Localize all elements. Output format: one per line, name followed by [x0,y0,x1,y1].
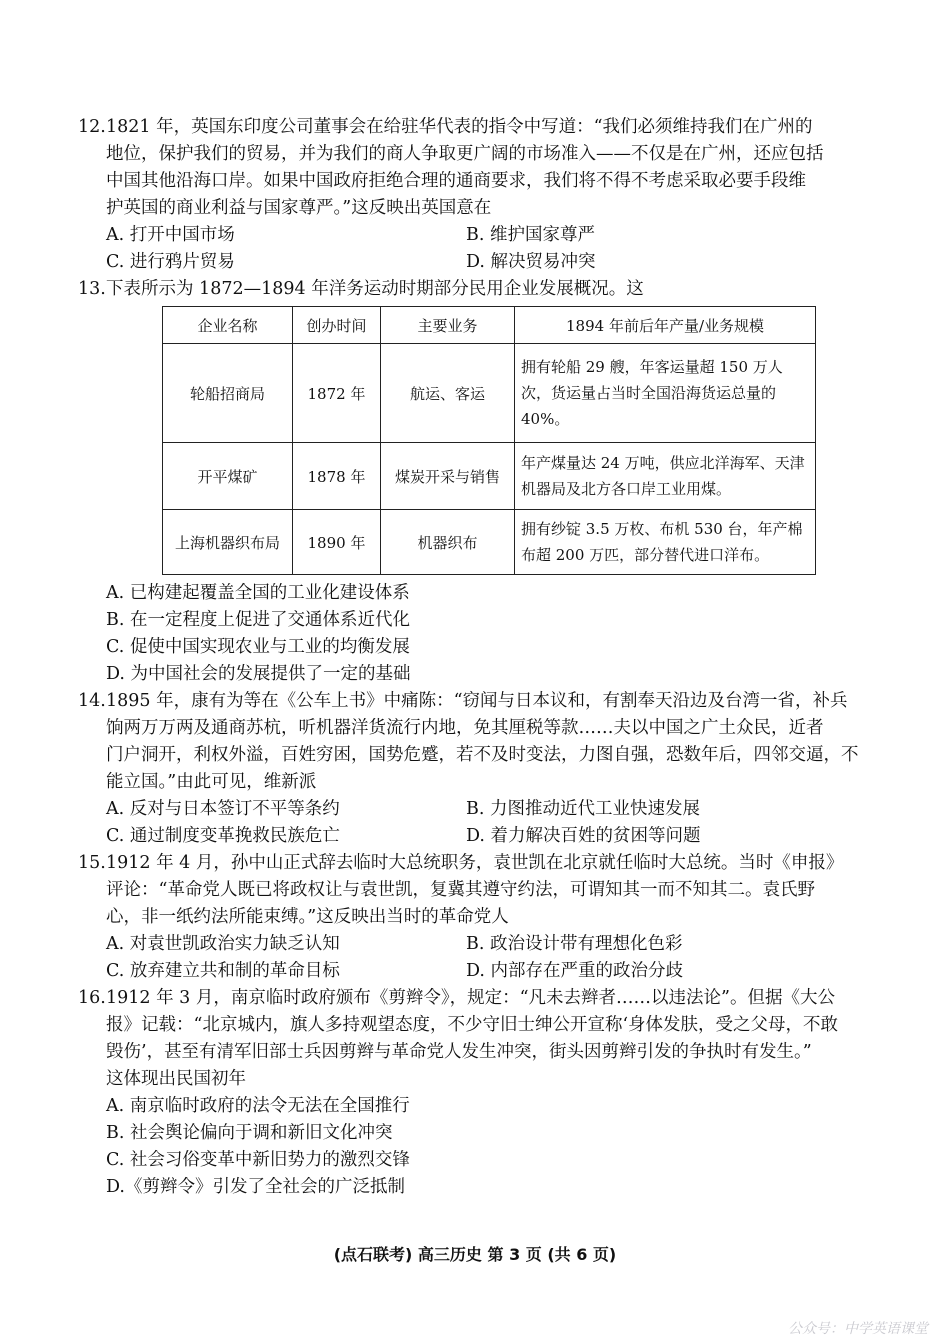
option-a[interactable]: A. 打开中国市场 [106,225,235,245]
stem-line: 地位，保护我们的贸易，并为我们的商人争取更广阔的市场准入——不仅是在广州，还应包括 [106,144,824,164]
options [78,931,878,985]
option-a[interactable]: A. 对袁世凯政治实力缺乏认知 [106,934,340,954]
watermark: 公众号：中学英语课堂 [788,1321,928,1337]
table-header-row [163,307,816,344]
table-cell: 1890 年 [293,510,381,575]
option-d[interactable]: D. 着力解决百姓的贫困等问题 [466,826,701,846]
stem-line: 饷两万万两及通商苏杭，听机器洋货流行内地，免其厘税等款……夫以中国之广土众民，近者 [106,718,824,738]
option-b[interactable]: B. 在一定程度上促进了交通体系近代化 [106,610,410,630]
question-number: 12. [78,117,106,137]
option-a[interactable]: A. 反对与日本签订不平等条约 [106,799,340,819]
question-15 [78,850,878,985]
stem-line: 报》记载：“北京城内，旗人多持观望态度，不少守旧士绅公开宣称‘身体发肤，受之父母，不敢 [106,1015,839,1035]
question-13-options [78,580,878,688]
option-d[interactable]: D.《剪辫令》引发了全社会的广泛抵制 [106,1177,405,1197]
stem-line: 能立国。”由此可见，维新派 [106,772,317,792]
question-stem: 14.1895 年，康有为等在《公车上书》中痛陈：“窃闻与日本议和，有割奉天沿边及台湾一省，补兵 [78,688,878,715]
option-d[interactable]: D. 为中国社会的发展提供了一定的基础 [106,664,411,684]
table-header: 主要业务 [381,307,515,344]
question-number: 16. [78,988,106,1008]
question-13 [78,276,878,303]
stem-line: 这体现出民国初年 [106,1069,246,1089]
table-cell: 1878 年 [293,443,381,510]
table-cell: 开平煤矿 [163,443,293,510]
enterprise-table [162,306,816,575]
table-cell: 轮船招商局 [163,344,293,443]
question-stem: 12.1821 年，英国东印度公司董事会在给驻华代表的指令中写道：“我们必须维持我们在广州的 [78,114,878,141]
option-d[interactable]: D. 解决贸易冲突 [466,252,596,272]
table-cell: 航运、客运 [381,344,515,443]
option-a[interactable]: A. 南京临时政府的法令无法在全国推行 [106,1096,410,1116]
question-stem: 15.1912 年 4 月，孙中山正式辞去临时大总统职务，袁世凯在北京就任临时大总统。当时《申报》 [78,850,878,877]
table-header: 企业名称 [163,307,293,344]
page-footer: (点石联考) 高三历史 第 3 页 (共 6 页) [333,1245,617,1264]
option-c[interactable]: C. 放弃建立共和制的革命目标 [106,961,340,981]
table-cell: 年产煤量达 24 万吨，供应北洋海军、天津机器局及北方各口岸工业用煤。 [515,443,816,510]
question-16 [78,985,878,1201]
table-cell: 机器织布 [381,510,515,575]
stem-line: 门户洞开，利权外溢，百姓穷困，国势危蹙，若不及时变法，力图自强，恐数年后，四邻交逼，不 [106,745,859,765]
option-b[interactable]: B. 力图推动近代工业快速发展 [466,799,700,819]
question-number: 14. [78,691,106,711]
option-b[interactable]: B. 社会舆论偏向于调和新旧文化冲突 [106,1123,393,1143]
option-c[interactable]: C. 通过制度变革挽救民族危亡 [106,826,340,846]
table-row [163,510,816,575]
option-a[interactable]: A. 已构建起覆盖全国的工业化建设体系 [106,583,410,603]
table-cell: 拥有轮船 29 艘，年客运量超 150 万人次，货运量占当时全国沿海货运总量的 40%。 [515,344,816,443]
question-stem: 13.下表所示为 1872—1894 年洋务运动时期部分民用企业发展概况。这 [78,276,878,303]
table-row [163,344,816,443]
option-c[interactable]: C. 进行鸦片贸易 [106,252,235,272]
stem-line: 护英国的商业利益与国家尊严。”这反映出英国意在 [106,198,492,218]
stem-line: 评论：“革命党人既已将政权让与袁世凯，复冀其遵守约法，可谓知其一而不知其二。袁氏野 [106,880,815,900]
table-cell: 上海机器织布局 [163,510,293,575]
question-number: 13. [78,279,106,299]
option-c[interactable]: C. 社会习俗变革中新旧势力的激烈交锋 [106,1150,410,1170]
table-cell: 拥有纱锭 3.5 万枚、布机 530 台，年产棉布超 200 万匹，部分替代进口洋布。 [515,510,816,575]
options [78,796,878,850]
question-14 [78,688,878,850]
stem-line: 中国其他沿海口岸。如果中国政府拒绝合理的通商要求，我们将不得不考虑采取必要手段维 [106,171,806,191]
question-number: 15. [78,853,106,873]
table-header: 1894 年前后年产量/业务规模 [515,307,816,344]
table-cell: 煤炭开采与销售 [381,443,515,510]
options [78,1093,878,1201]
question-12 [78,114,878,276]
stem-line: 毁伤’，甚至有清军旧部士兵因剪辫与革命党人发生冲突，街头因剪辫引发的争执时有发生。” [106,1042,812,1062]
option-c[interactable]: C. 促使中国实现农业与工业的均衡发展 [106,637,410,657]
options [78,222,878,276]
stem-line: 心，非一纸约法所能束缚。”这反映出当时的革命党人 [106,907,509,927]
option-d[interactable]: D. 内部存在严重的政治分歧 [466,961,684,981]
question-stem: 16.1912 年 3 月，南京临时政府颁布《剪辫令》，规定：“凡未去辫者……以违法论”。但据《大公 [78,985,878,1012]
table-cell: 1872 年 [293,344,381,443]
table-header: 创办时间 [293,307,381,344]
option-b[interactable]: B. 维护国家尊严 [466,225,595,245]
option-b[interactable]: B. 政治设计带有理想化色彩 [466,934,683,954]
table-row [163,443,816,510]
